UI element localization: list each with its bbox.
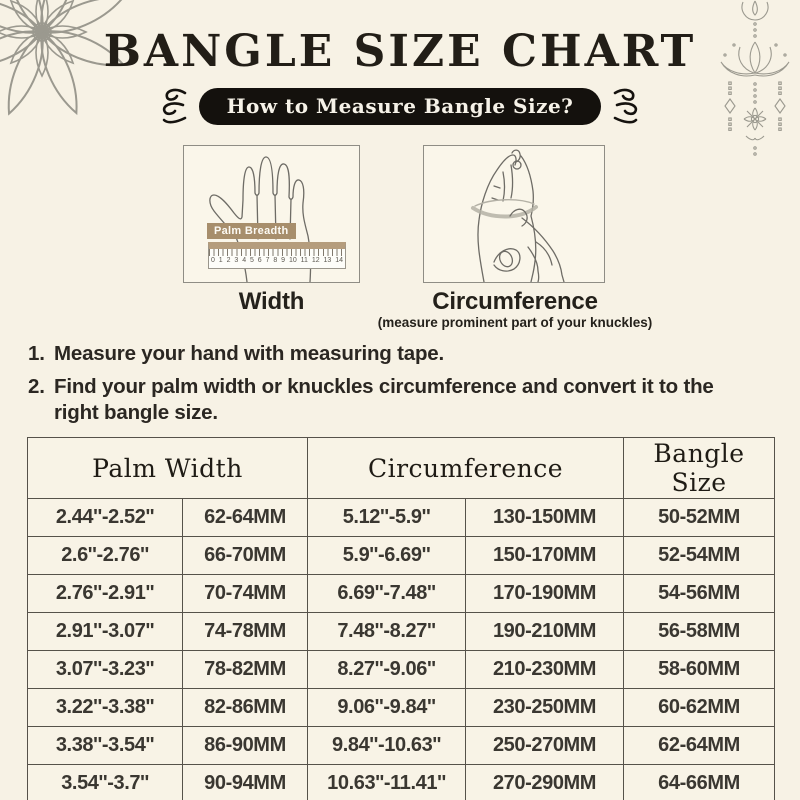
size-table-cell-r3-c2: 70-74MM (183, 575, 308, 613)
size-table-cell-r8-c5: 64-66MM (624, 765, 775, 800)
size-table-cell-r1-c3: 5.12''-5.9'' (308, 499, 466, 537)
flourish-right-icon (613, 85, 647, 127)
ruler-number: 0 (211, 257, 215, 264)
width-illustration-box (183, 145, 360, 283)
instruction-item-2 (28, 374, 758, 426)
ruler-number: 10 (288, 257, 297, 264)
subtitle-pill: How to Measure Bangle Size? (199, 88, 602, 125)
size-table (27, 437, 775, 800)
instructions-list (28, 341, 758, 433)
size-table-cell-r8-c3: 10.63''-11.41'' (308, 765, 466, 800)
circumference-illustration-box (423, 145, 605, 283)
size-table-cell-r6-c5: 60-62MM (624, 689, 775, 727)
size-table-cell-r1-c5: 50-52MM (624, 499, 775, 537)
size-table-cell-r4-c1: 2.91''-3.07'' (28, 613, 183, 651)
size-table-row-7 (28, 727, 775, 765)
size-table-cell-r4-c4: 190-210MM (466, 613, 624, 651)
size-table-cell-r3-c4: 170-190MM (466, 575, 624, 613)
size-table-cell-r2-c5: 52-54MM (624, 537, 775, 575)
col-header-palm-width: Palm Width (28, 438, 308, 499)
size-table-cell-r5-c3: 8.27''-9.06'' (308, 651, 466, 689)
size-table-row-6 (28, 689, 775, 727)
size-table-cell-r3-c3: 6.69''-7.48'' (308, 575, 466, 613)
ruler-number: 6 (257, 257, 262, 264)
size-table-cell-r2-c3: 5.9''-6.69'' (308, 537, 466, 575)
ruler-number: 7 (265, 257, 270, 264)
size-table-cell-r8-c2: 90-94MM (183, 765, 308, 800)
instruction-text: Find your palm width or knuckles circumference and convert it to the right bangle size. (54, 375, 714, 424)
ruler-number: 1 (218, 257, 223, 264)
col-header-circumference: Circumference (308, 438, 624, 499)
circumference-caption: Circumference (432, 288, 598, 315)
ruler-number: 2 (226, 257, 231, 264)
size-table-cell-r7-c2: 86-90MM (183, 727, 308, 765)
size-table-header-row (28, 438, 775, 499)
size-table-row-2 (28, 537, 775, 575)
size-table-row-4 (28, 613, 775, 651)
size-table-cell-r2-c1: 2.6''-2.76'' (28, 537, 183, 575)
mandala-flower-icon (0, 0, 155, 155)
ruler-number: 3 (234, 257, 239, 264)
instruction-item-1 (28, 341, 758, 367)
size-table-cell-r6-c4: 230-250MM (466, 689, 624, 727)
subtitle-row (0, 85, 800, 127)
instruction-number: 1. (28, 342, 45, 365)
size-table-cell-r8-c1: 3.54''-3.7'' (28, 765, 183, 800)
hand-circumference-illustration-icon (424, 146, 604, 282)
ruler (208, 242, 346, 269)
width-caption: Width (238, 288, 305, 315)
ruler-number: 4 (242, 257, 247, 264)
size-table-cell-r5-c5: 58-60MM (624, 651, 775, 689)
size-table-cell-r2-c2: 66-70MM (183, 537, 308, 575)
page-title: BANGLE SIZE CHART (103, 26, 697, 77)
size-table-cell-r1-c4: 130-150MM (466, 499, 624, 537)
size-table-cell-r3-c5: 54-56MM (624, 575, 775, 613)
ruler-number: 5 (249, 257, 254, 264)
size-table-cell-r1-c2: 62-64MM (183, 499, 308, 537)
flourish-left-icon (153, 85, 187, 127)
size-table-cell-r4-c2: 74-78MM (183, 613, 308, 651)
size-table-cell-r7-c5: 62-64MM (624, 727, 775, 765)
size-table-cell-r4-c5: 56-58MM (624, 613, 775, 651)
circumference-note: (measure prominent part of your knuckles) (377, 315, 653, 330)
palm-breadth-label: Palm Breadth (207, 223, 296, 239)
ruler-number: 8 (273, 257, 278, 264)
ruler-number: 13 (323, 257, 332, 264)
size-table-cell-r1-c1: 2.44''-2.52'' (28, 499, 183, 537)
size-table-cell-r2-c4: 150-170MM (466, 537, 624, 575)
size-table-cell-r8-c4: 270-290MM (466, 765, 624, 800)
size-table-cell-r5-c1: 3.07''-3.23'' (28, 651, 183, 689)
size-table-cell-r6-c1: 3.22''-3.38'' (28, 689, 183, 727)
ruler-numbers (209, 256, 345, 266)
size-table-cell-r7-c3: 9.84''-10.63'' (308, 727, 466, 765)
size-table-cell-r6-c3: 9.06''-9.84'' (308, 689, 466, 727)
col-header-bangle-size: Bangle Size (624, 438, 775, 499)
ruler-number: 14 (335, 257, 343, 264)
instruction-text: Measure your hand with measuring tape. (54, 342, 444, 365)
ruler-number: 11 (300, 257, 308, 264)
size-table-row-5 (28, 651, 775, 689)
ruler-number: 9 (281, 257, 286, 264)
size-table-row-3 (28, 575, 775, 613)
size-table-cell-r4-c3: 7.48''-8.27'' (308, 613, 466, 651)
size-table-cell-r7-c4: 250-270MM (466, 727, 624, 765)
size-table-row-1 (28, 499, 775, 537)
size-table-cell-r5-c2: 78-82MM (183, 651, 308, 689)
size-table-cell-r7-c1: 3.38''-3.54'' (28, 727, 183, 765)
size-table-cell-r3-c1: 2.76''-2.91'' (28, 575, 183, 613)
size-table-row-8 (28, 765, 775, 800)
ruler-number: 12 (311, 257, 320, 264)
ruler-ticks (209, 249, 345, 256)
size-table-cell-r5-c4: 210-230MM (466, 651, 624, 689)
instruction-number: 2. (28, 375, 45, 398)
size-table-cell-r6-c2: 82-86MM (183, 689, 308, 727)
